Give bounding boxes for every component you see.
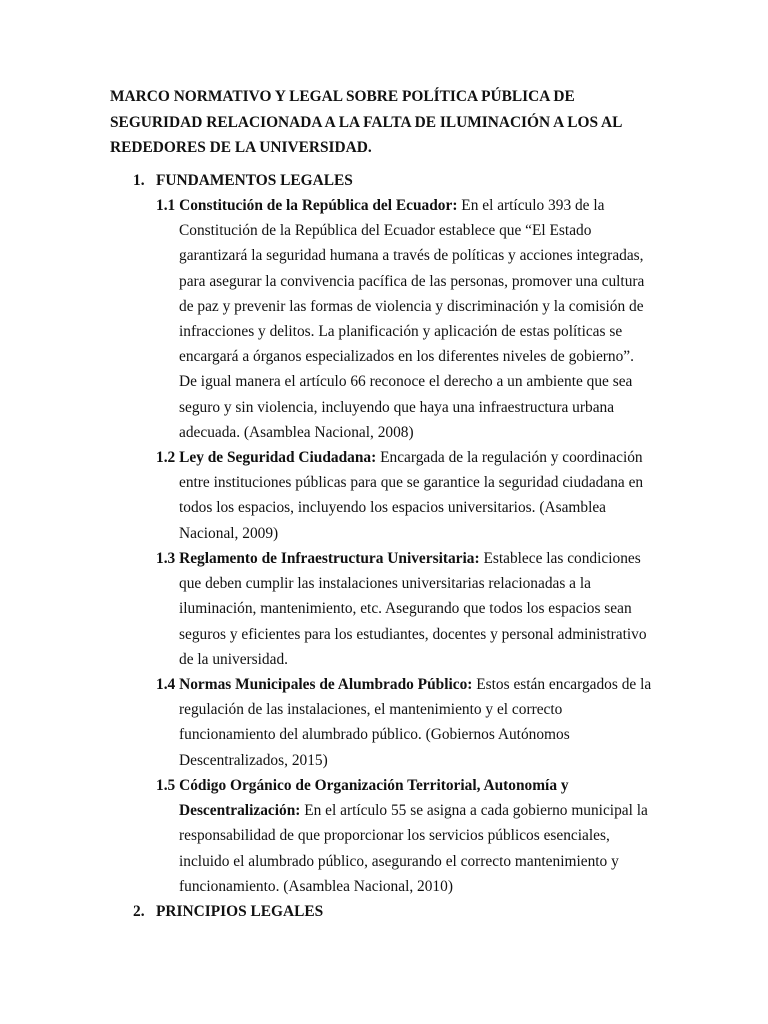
item-line: garantizará la seguridad humana a través de políticas y acciones integradas, [179, 247, 644, 265]
item-line: seguro y sin violencia, incluyendo que haya una infraestructura urbana [179, 398, 615, 416]
item-text: En el artículo 55 se asigna a cada gobierno municipal la [300, 802, 648, 820]
item-line: Constitución de la República del Ecuador establece que “El Estado [179, 222, 592, 240]
item-heading: Código Orgánico de Organización Territorial, Autonomía y [179, 777, 569, 794]
item-line: Nacional, 2009) [179, 524, 279, 542]
item-line: infracciones y delitos. La planificación y aplicación de estas políticas se [179, 323, 623, 341]
item-heading: Ley de Seguridad Ciudadana: [179, 449, 377, 466]
item-line: para asegurar la convivencia pacífica de las personas, promover una cultura [179, 272, 645, 290]
item-line: que deben cumplir las instalaciones universitarias relacionadas a la [179, 575, 591, 593]
item-first-line [156, 445, 676, 470]
item-line: seguros y eficientes para los estudiantes, docentes y personal administrativo [179, 625, 647, 643]
item-number: 1.5 [156, 777, 176, 794]
title-line: MARCO NORMATIVO Y LEGAL SOBRE POLÍTICA PÚBLICA DE [110, 88, 575, 105]
title-line: REDEDORES DE LA UNIVERSIDAD. [110, 139, 372, 156]
item-number: 1.4 [156, 676, 176, 693]
item-text: En el artículo 393 de la [457, 197, 605, 214]
list-item-1-2 [156, 445, 676, 546]
document-title [110, 84, 670, 161]
item-line: funcionamiento del alumbrado público. (Gobiernos Autónomos [179, 726, 570, 744]
item-line: entre instituciones públicas para que se garantice la seguridad ciudadana en [179, 474, 644, 492]
item-line: De igual manera el artículo 66 reconoce el derecho a un ambiente que sea [179, 373, 633, 391]
item-line: iluminación, mantenimiento, etc. Asegurando que todos los espacios sean [179, 600, 632, 618]
item-line: encargará a órganos especializados en los diferentes niveles de gobierno”. [179, 348, 634, 366]
item-text: Encargada de la regulación y coordinación [376, 449, 643, 466]
item-heading: Normas Municipales de Alumbrado Público: [179, 676, 473, 693]
section-heading-principios [133, 899, 323, 924]
item-line: adecuada. (Asamblea Nacional, 2008) [179, 423, 414, 441]
list-item-1-5 [156, 773, 676, 899]
item-second-line [156, 798, 676, 823]
section-number: 1. [133, 172, 145, 189]
item-first-line [156, 546, 676, 571]
item-line: de la universidad. [179, 650, 288, 668]
item-first-line [156, 773, 676, 798]
item-text: Estos están encargados de la [472, 676, 652, 693]
item-line: funcionamiento. (Asamblea Nacional, 2010) [179, 877, 453, 895]
item-line: responsabilidad de que proporcionar los servicios públicos esenciales, [179, 827, 610, 845]
item-number: 1.1 [156, 197, 176, 214]
section-title: FUNDAMENTOS LEGALES [156, 172, 353, 189]
item-line: todos los espacios, incluyendo los espacios universitarios. (Asamblea [179, 499, 607, 517]
item-number: 1.2 [156, 449, 176, 466]
item-line: de paz y prevenir las formas de violencia y discriminación y la comisión de [179, 297, 644, 315]
list-item-1-3 [156, 546, 676, 672]
list-item-1-4 [156, 672, 676, 773]
item-line: incluido el alumbrado público, asegurando el correcto mantenimiento y [179, 852, 619, 870]
list-item-1-1 [156, 193, 676, 445]
item-line: Descentralizados, 2015) [179, 751, 328, 769]
section-number: 2. [133, 903, 145, 920]
item-line: regulación de las instalaciones, el mantenimiento y el correcto [179, 701, 563, 719]
item-text: Establece las condiciones [479, 550, 641, 567]
item-first-line [156, 193, 676, 218]
section-title: PRINCIPIOS LEGALES [156, 903, 324, 920]
item-first-line [156, 672, 676, 697]
item-heading: Reglamento de Infraestructura Universitaria: [179, 550, 480, 567]
section-heading-fundamentos [133, 168, 353, 193]
item-number: 1.3 [156, 550, 176, 567]
item-heading: Constitución de la República del Ecuador: [179, 197, 458, 214]
item-heading-continued: Descentralización: [179, 802, 301, 820]
title-line: SEGURIDAD RELACIONADA A LA FALTA DE ILUMINACIÓN A LOS AL [110, 113, 623, 131]
